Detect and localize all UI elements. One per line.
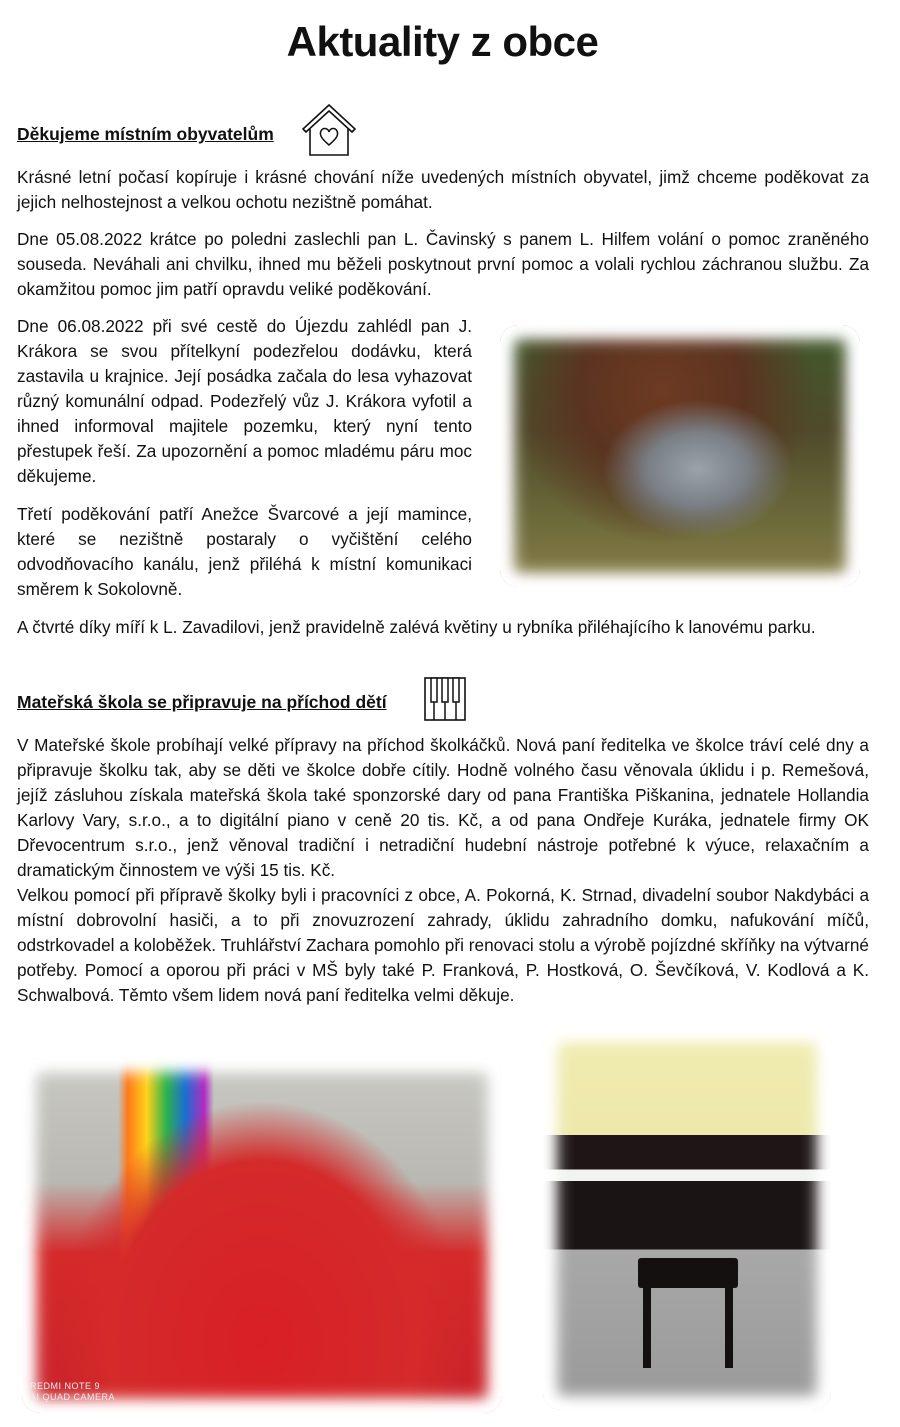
page-title: Aktuality z obce [286,18,599,65]
piano-keys-icon [424,677,466,721]
piano-bench-seat [638,1258,738,1288]
photo-digital-piano [543,1028,831,1410]
photo-dumped-waste [500,325,860,587]
paragraph-intro: Krásné letní počasí kopíruje i krásné chování níže uvedených místních obyvatel, jimž chceme poděkovat za jejich nelhostejnost a velkou ochotu nezištně pomáhat. [17,167,869,212]
paragraph-third-thanks: Třetí poděkování patří Anežce Švarcové a její mamince, které se nezištně postaraly o vyčištění celého odvodňovacího kanálu, jenž přiléhá k místní komunikaci směrem k Sokolovně. [17,504,472,599]
piano-bench-leg [643,1288,651,1368]
section-heading-kindergarten: Mateřská škola se připravuje na příchod dětí [17,692,387,712]
paragraph-fourth-thanks: A čtvrté díky míří k L. Zavadilovi, jenž pravidelně zalévá květiny u rybníka přiléhajícího k lanovému parku. [17,617,816,637]
section-heading-thanks: Děkujeme místním obyvatelům [17,124,274,144]
watermark-line-1: REDMI NOTE 9 [30,1381,101,1391]
watermark-line-2: AI QUAD CAMERA [30,1392,116,1402]
paragraph-kindergarten-preparations: V Mateřské škole probíhají velké přípravy na příchod školkáčků. Nová paní ředitelka ve školce tráví celé dny a připravuje školku tak, aby se děti ve školce dobře cítily. Hodně volného času věnovala úklidu i p. Remešová, jejíž zásluhou získala mateřská škola také sponzorské dary od pana Františka Piškanina, jednatele Hollandia Karlovy Vary, s.r.o., a to digitální piano v ceně 20 tis. Kč, a od pana Ondřeje Kuráka, jednatele firmy OK Dřevocentrum s.r.o., jenž věnoval tradiční i netradiční hudební nástroje potřebné k výuce, relaxačním a dramatickým činnostem ve výši 15 tis. Kč. [17,735,869,880]
house-heart-icon [300,103,358,157]
photo-musical-instruments [22,1058,502,1413]
camera-watermark [30,1381,115,1403]
paragraph-kindergarten-helpers: Velkou pomocí při přípravě školky byli i pracovníci z obce, A. Pokorná, K. Strnad, divadelní soubor Nakdybáci a místní dobrovolní hasiči, a to při znovuzrození zahrady, úklidu zahradního domku, nafukování míčů, odstrkovadel a koloběžek. Truhlářství Zachara pomohlo při renovaci stolu a výrobě pojízdné skříňky na výtvarné potřeby. Pomocí a oporou při práci v MŠ byly také P. Franková, P. Hostková, O. Ševčíková, V. Kodlová a K. Schwalbová. Těmto všem lidem nová paní ředitelka velmi děkuje. [17,885,869,1005]
paragraph-second-thanks: Dne 06.08.2022 při své cestě do Újezdu zahlédl pan J. Krákora se svou přítelkyní podezřelou dodávku, která zastavila u krajnice. Její posádka začala do lesa vyhazovat různý komunální odpad. Podezřelý vůz J. Krákora vyfotil a ihned informoval majitele pozemku, který nyní tento přestupek řeší. Za upozornění a pomoc mladému páru moc děkujeme. [17,316,472,486]
paragraph-first-thanks: Dne 05.08.2022 krátce po poledni zaslechli pan L. Čavinský s panem L. Hilfem volání o pomoc zraněného souseda. Neváhali ani chvilku, ihned mu běželi poskytnout první pomoc a volali rychlou záchranou službu. Za okamžitou pomoc jim patří opravdu veliké poděkování. [17,229,869,299]
piano-bench-leg [725,1288,733,1368]
